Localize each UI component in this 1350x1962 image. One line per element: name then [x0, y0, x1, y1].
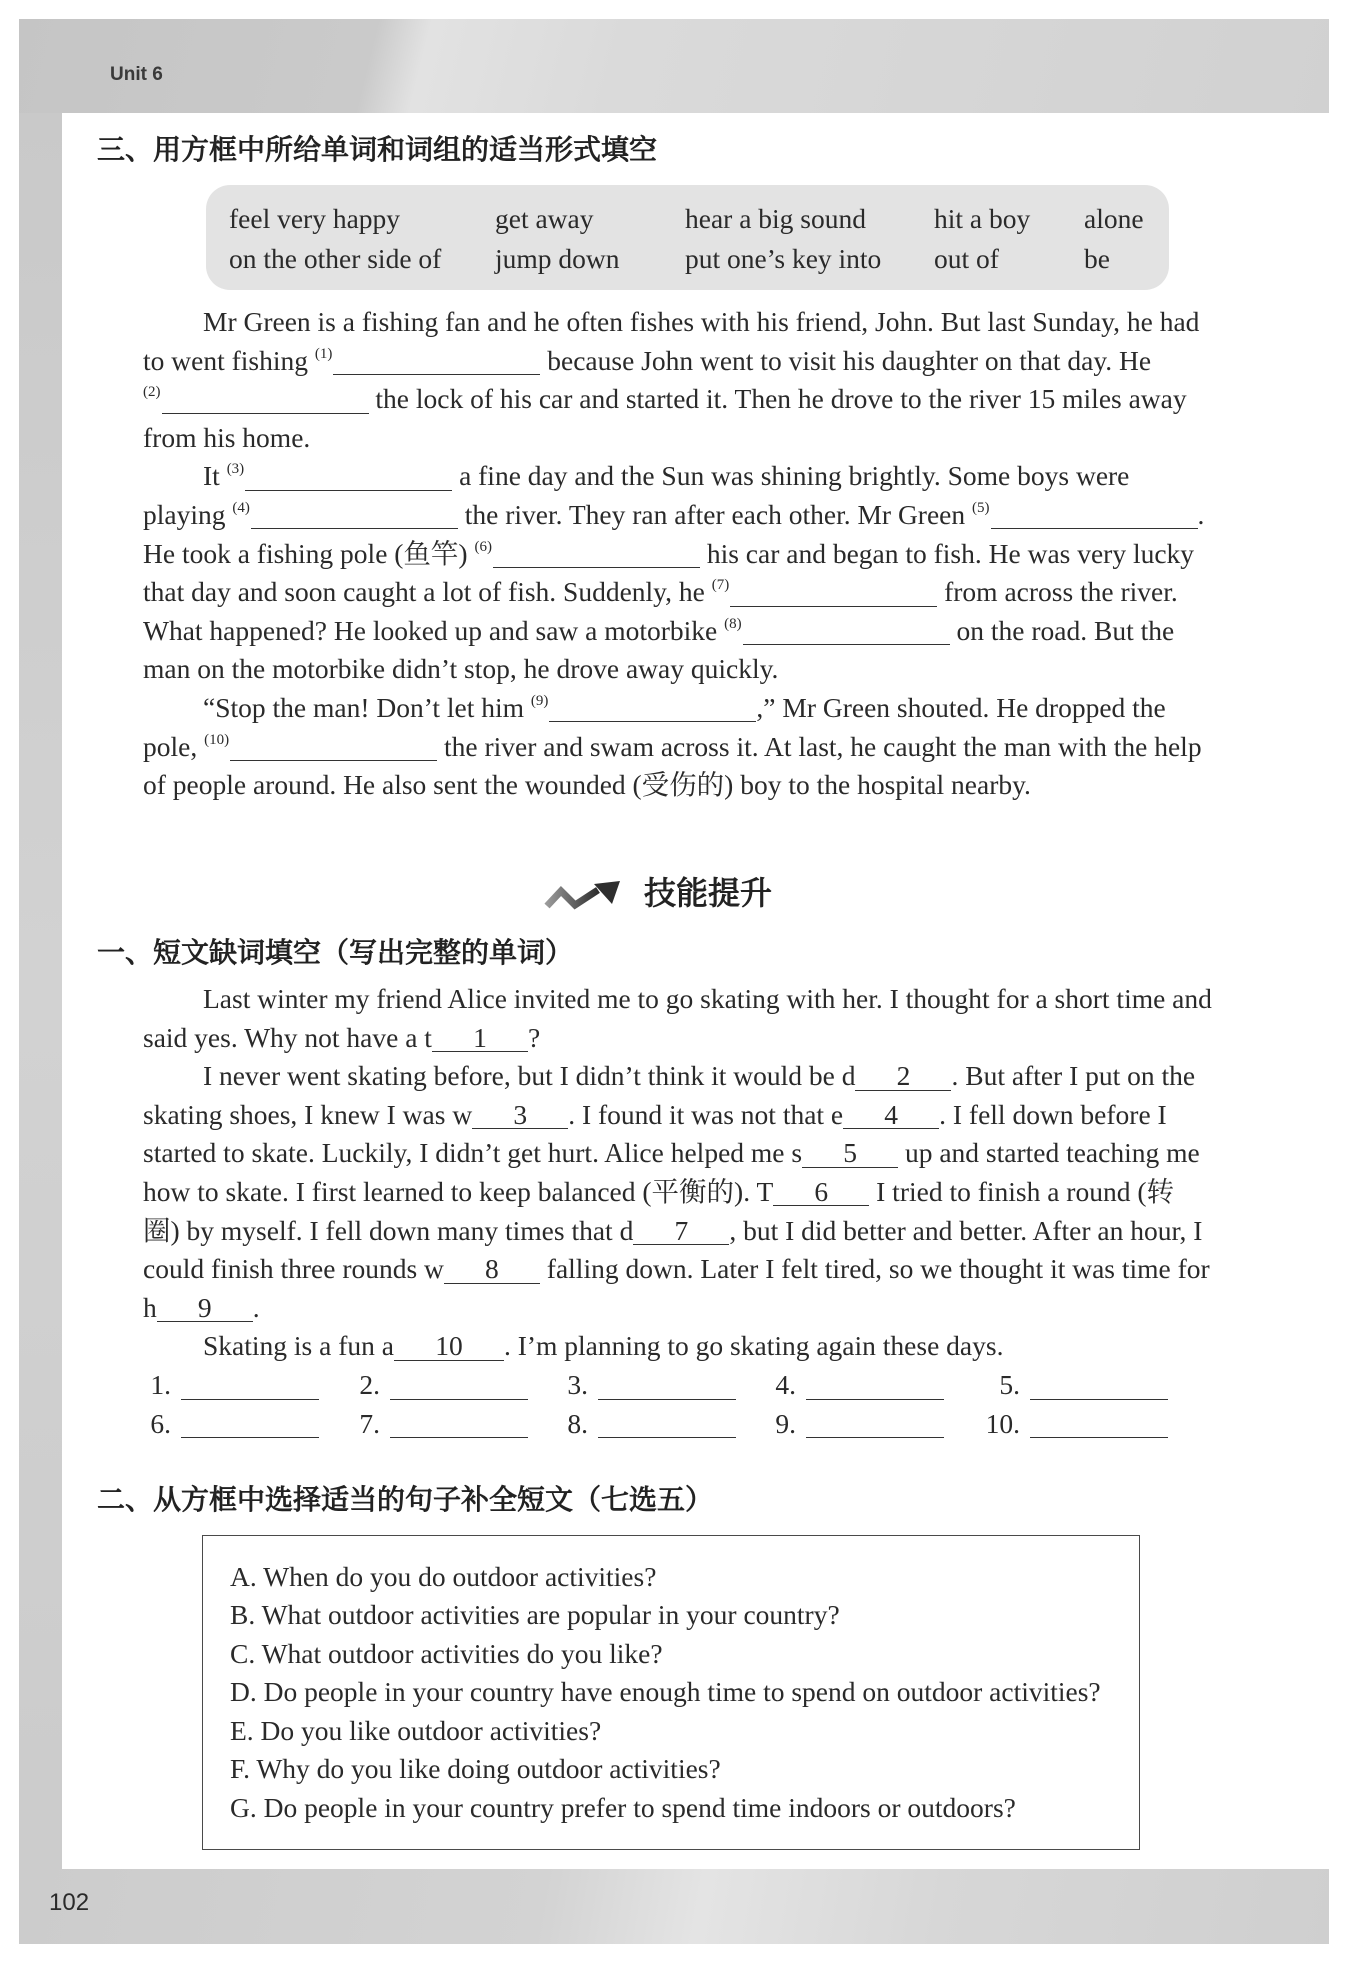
answer-label: 3.: [567, 1369, 588, 1400]
passage-text: ,” Mr Green shouted. He dropped the: [756, 691, 1166, 723]
passage-line: [143, 1134, 1212, 1173]
answer-row: [0, 1366, 1350, 1405]
answer-label: 2.: [359, 1369, 380, 1400]
word-option: put one’s key into: [685, 243, 882, 274]
blank-number: (1): [314, 345, 333, 362]
numbered-blank: 2: [855, 1062, 951, 1091]
passage-text: could finish three rounds w: [143, 1253, 444, 1285]
passage-line: [143, 1019, 1212, 1058]
passage-text: that day and soon caught a lot of fish. Suddenly, he: [143, 576, 712, 608]
sentence-option-e: E. Do you like outdoor activities?: [230, 1714, 602, 1746]
passage-line: [143, 766, 1204, 805]
passage-text: how to skate. I first learned to keep balanced (平衡的). T: [143, 1175, 774, 1207]
answer-blank: [730, 578, 937, 607]
answer-item: [123, 1405, 319, 1444]
passage-line: [143, 342, 1204, 381]
passage-line: [143, 1327, 1212, 1366]
answer-item: [332, 1405, 528, 1444]
unit-label: Unit 6: [110, 64, 163, 85]
passage-text: . I’m planning to go skating again these days.: [503, 1330, 1004, 1362]
blank-number: (10): [204, 731, 230, 748]
sentence-option-b: B. What outdoor activities are popular in your country?: [230, 1599, 840, 1631]
word-option: get away: [495, 203, 594, 234]
answer-blank: [333, 347, 540, 376]
answer-item: [332, 1366, 528, 1405]
numbered-blank: 1: [432, 1024, 528, 1053]
passage-text: on the road. But the: [949, 614, 1175, 646]
passage-text: “Stop the man! Don’t let him: [203, 691, 531, 723]
sentence-option-a: A. When do you do outdoor activities?: [230, 1560, 657, 1592]
passage-text: 圈) by myself. I fell down many times that d: [143, 1214, 634, 1246]
passage-line: [143, 380, 1204, 419]
passage-text: ?: [527, 1021, 541, 1053]
word-option: feel very happy: [229, 203, 401, 234]
answer-blank: [245, 462, 452, 491]
passage-line: [143, 650, 1204, 689]
numbered-blank: 6: [773, 1178, 869, 1207]
passage-text: skating shoes, I knew I was w: [143, 1098, 473, 1130]
answer-line: [1030, 1371, 1168, 1400]
passage-text: from across the river.: [937, 576, 1178, 608]
answer-line: [806, 1410, 944, 1439]
passage-text: from his home.: [143, 421, 311, 453]
answer-item: [972, 1366, 1168, 1405]
passage-text: . I fell down before I: [939, 1098, 1167, 1130]
passage-line: [143, 457, 1204, 496]
passage-line: [143, 1057, 1212, 1096]
page-number: 102: [49, 1889, 90, 1916]
sentence-options-box: [202, 1535, 1140, 1850]
answer-label: 7.: [359, 1407, 380, 1439]
cloze-passage: [143, 980, 1212, 1366]
fill-in-section-heading: 三、用方框中所给单词和词组的适当形式填空: [97, 133, 658, 166]
sentence-option-g: G. Do people in your country prefer to spend time indoors or outdoors?: [230, 1792, 1016, 1824]
word-option: alone: [1084, 203, 1144, 234]
passage-line: [143, 612, 1204, 651]
passage-text: man on the motorbike didn’t stop, he drove away quickly.: [143, 653, 779, 685]
zigzag-arrow-icon: [544, 879, 622, 911]
passage-text: his car and began to fish. He was very lucky: [699, 537, 1195, 569]
sentence-option-d: D. Do people in your country have enough time to spend on outdoor activities?: [230, 1676, 1101, 1708]
sentence-choice-heading: 二、从方框中选择适当的句子补全短文（七选五）: [97, 1483, 714, 1516]
numbered-blank: 7: [633, 1217, 729, 1246]
word-option: on the other side of: [229, 243, 442, 274]
answer-item: [748, 1405, 944, 1444]
passage-text: What happened? He looked up and saw a motorbike: [143, 614, 725, 646]
sentence-option-c: C. What outdoor activities do you like?: [230, 1637, 663, 1669]
passage-line: [143, 1250, 1212, 1289]
answer-item: [123, 1366, 319, 1405]
passage-text: . But after I put on the: [951, 1060, 1196, 1092]
passage-line: [143, 728, 1204, 767]
passage-text: started to skate. Luckily, I didn’t get hurt. Alice helped me s: [143, 1137, 803, 1169]
answer-label: 10.: [985, 1407, 1020, 1439]
page-footer-band: [19, 1869, 1329, 1944]
answer-blank: [991, 501, 1198, 530]
blank-number: (5): [972, 499, 990, 516]
passage-text: the lock of his car and started it. Then he drove to the river 15 miles away: [368, 383, 1187, 415]
answer-blank: [230, 733, 437, 762]
passage-line: [143, 1212, 1212, 1251]
numbered-blank: 5: [802, 1139, 898, 1168]
answer-label: 4.: [775, 1369, 796, 1400]
numbered-blank: 4: [843, 1101, 939, 1130]
page-frame-left-band: [19, 19, 62, 1944]
answer-line: [598, 1410, 736, 1439]
answer-item: [748, 1366, 944, 1405]
passage-text: pole,: [143, 730, 205, 762]
passage-text: He took a fishing pole (鱼竿): [143, 537, 475, 569]
passage-text: the river and swam across it. At last, he caught the man with the help: [437, 730, 1202, 762]
sentence-options-list: [230, 1558, 1101, 1828]
word-option: hear a big sound: [685, 203, 866, 234]
word-option: out of: [934, 243, 999, 274]
blank-number: (6): [474, 538, 492, 555]
passage-line: [143, 1173, 1212, 1212]
answer-line: [181, 1371, 319, 1400]
passage-text: Skating is a fun a: [203, 1330, 394, 1362]
word-option: hit a boy: [934, 203, 1031, 234]
passage-text: .: [1197, 498, 1205, 530]
cloze-section-heading: 一、短文缺词填空（写出完整的单词）: [97, 935, 574, 969]
passage-line: [143, 1289, 1212, 1328]
answer-row: [0, 1405, 1350, 1444]
answer-blank: [549, 694, 756, 723]
answer-item: [540, 1366, 736, 1405]
answer-label: 1.: [150, 1369, 171, 1400]
answer-item: [540, 1405, 736, 1444]
passage-text: up and started teaching me: [898, 1137, 1200, 1169]
passage-text: Mr Green is a fishing fan and he often fishes with his friend, John. But last Sunday, he had: [203, 306, 1200, 337]
passage-line: [143, 1096, 1212, 1135]
blank-number: (2): [143, 384, 161, 401]
passage-text: the river. They ran after each other. Mr Green: [457, 498, 972, 530]
passage-line: [143, 980, 1212, 1019]
blank-number: (7): [711, 577, 730, 594]
blank-number: (3): [226, 461, 245, 478]
blank-number: (4): [232, 499, 250, 516]
fill-in-passage: [143, 303, 1204, 805]
numbered-blank: 8: [444, 1255, 540, 1284]
passage-text: said yes. Why not have a t: [143, 1021, 432, 1053]
answer-item: [972, 1405, 1168, 1444]
word-option: be: [1084, 243, 1110, 274]
word-box: [206, 185, 1169, 290]
passage-line: [143, 689, 1204, 728]
passage-text: , but I did better and better. After an hour, I: [729, 1214, 1203, 1246]
page-header-band: [19, 19, 1329, 113]
passage-text: Last winter my friend Alice invited me to go skating with her. I thought for a short time and: [203, 983, 1212, 1014]
passage-text: to went fishing: [143, 344, 315, 376]
numbered-blank: 9: [157, 1294, 253, 1323]
passage-line: [143, 303, 1204, 342]
answer-label: 8.: [567, 1407, 588, 1439]
answer-line: [181, 1410, 319, 1439]
answer-blank: [743, 617, 950, 646]
passage-text: I never went skating before, but I didn’t think it would be d: [203, 1060, 856, 1092]
passage-text: h: [143, 1291, 157, 1323]
passage-line: [143, 419, 1204, 458]
passage-text: of people around. He also sent the wounded (受伤的) boy to the hospital nearby.: [143, 769, 1031, 801]
passage-line: [143, 496, 1204, 535]
answer-label: 5.: [999, 1369, 1020, 1400]
answer-blank: [251, 501, 458, 530]
blank-number: (8): [724, 615, 742, 632]
passage-text: I tried to finish a round (转: [869, 1175, 1174, 1207]
passage-text: It: [203, 460, 227, 492]
blank-number: (9): [530, 692, 549, 709]
passage-text: . I found it was not that e: [568, 1098, 844, 1130]
answer-label: 9.: [775, 1407, 796, 1439]
passage-line: [143, 535, 1204, 574]
answer-label: 6.: [150, 1407, 171, 1439]
passage-text: because John went to visit his daughter on that day. He: [540, 344, 1152, 376]
numbered-blank: 3: [472, 1101, 568, 1130]
skills-banner-title: 技能提升: [644, 874, 773, 912]
answer-line: [598, 1371, 736, 1400]
answer-line: [390, 1371, 528, 1400]
answer-line: [806, 1371, 944, 1400]
answer-line: [1030, 1410, 1168, 1439]
answer-blank: [162, 385, 369, 414]
answer-line: [390, 1410, 528, 1439]
passage-line: [143, 573, 1204, 612]
answer-blank: [493, 540, 700, 569]
word-option: jump down: [495, 243, 620, 274]
passage-text: playing: [143, 498, 233, 530]
sentence-option-f: F. Why do you like doing outdoor activities?: [230, 1753, 721, 1785]
passage-text: a fine day and the Sun was shining brightly. Some boys were: [452, 460, 1130, 492]
passage-text: falling down. Later I felt tired, so we thought it was time for: [539, 1253, 1210, 1285]
numbered-blank: 10: [394, 1332, 504, 1361]
passage-text: .: [252, 1291, 260, 1323]
